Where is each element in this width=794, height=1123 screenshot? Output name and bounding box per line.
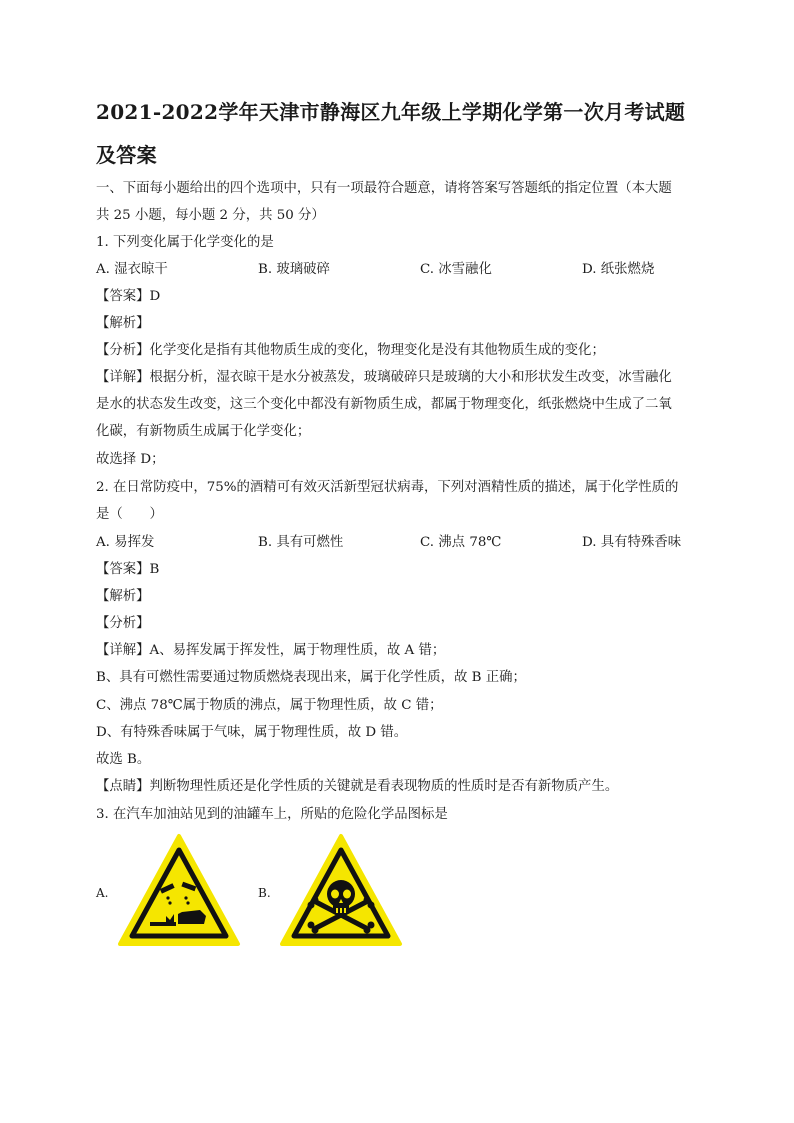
q2-answer: 【答案】B	[96, 562, 160, 577]
q1-option-b: B. 玻璃破碎	[258, 262, 330, 277]
q3-option-a-label: A.	[96, 886, 109, 900]
q2-analysis-tag: 【解析】	[96, 589, 150, 604]
q2-fenxi: 【分析】	[96, 616, 150, 631]
q1-analysis-tag: 【解析】	[96, 316, 150, 331]
q1-stem: 1. 下列变化属于化学变化的是	[96, 235, 274, 250]
q2-option-b: B. 具有可燃性	[258, 535, 344, 550]
section-intro-line2: 共 25 小题，每小题 2 分，共 50 分）	[96, 208, 325, 223]
corrosive-hazard-icon	[116, 832, 242, 948]
q1-option-c: C. 冰雪融化	[420, 262, 492, 277]
q2-stem-line2: 是（ ）	[96, 507, 163, 522]
q1-detail-line3: 化碳，有新物质生成属于化学变化；	[96, 424, 311, 439]
q1-option-d: D. 纸张燃烧	[582, 262, 655, 277]
q2-dianjing: 【点睛】判断物理性质还是化学性质的关键就是看表现物质的性质时是否有新物质产生。	[96, 779, 619, 794]
q2-stem-line1: 2. 在日常防疫中，75%的酒精可有效灭活新型冠状病毒，下列对酒精性质的描述，属于化学性质的	[96, 480, 679, 495]
q2-detail-c: C、沸点 78℃属于物质的沸点，属于物理性质，故 C 错；	[96, 698, 443, 713]
q1-answer: 【答案】D	[96, 289, 161, 304]
q3-option-b-label: B.	[258, 886, 271, 900]
q2-detail-b: B、具有可燃性需要通过物质燃烧表现出来，属于化学性质，故 B 正确；	[96, 670, 526, 685]
q1-conclusion: 故选择 D；	[96, 452, 165, 467]
q2-detail-d: D、有特殊香味属于气味，属于物理性质，故 D 错。	[96, 725, 408, 740]
q3-stem: 3. 在汽车加油站见到的油罐车上，所贴的危险化学品图标是	[96, 807, 448, 822]
q2-option-a: A. 易挥发	[96, 535, 155, 550]
toxic-hazard-icon	[278, 832, 404, 948]
q1-option-a: A. 湿衣晾干	[96, 262, 168, 277]
q2-option-c: C. 沸点 78℃	[420, 535, 502, 550]
doc-title-line1: 2021-2022学年天津市静海区九年级上学期化学第一次月考试题	[96, 100, 686, 124]
q1-detail-line2: 是水的状态发生改变，这三个变化中都没有新物质生成，都属于物理变化，纸张燃烧中生成了二氧	[96, 397, 672, 412]
q2-conclusion: 故选 B。	[96, 752, 151, 767]
q2-option-d: D. 具有特殊香味	[582, 535, 682, 550]
q1-detail-line1: 【详解】根据分析，湿衣晾干是水分被蒸发，玻璃破碎只是玻璃的大小和形状发生改变，冰雪融化	[96, 370, 672, 385]
doc-title-line2: 及答案	[96, 143, 157, 167]
q1-fenxi: 【分析】化学变化是指有其他物质生成的变化，物理变化是没有其他物质生成的变化；	[96, 343, 605, 358]
section-intro-line1: 一、下面每小题给出的四个选项中，只有一项最符合题意，请将答案写答题纸的指定位置（本大题	[96, 181, 672, 196]
q2-detail-a: 【详解】A、易挥发属于挥发性，属于物理性质，故 A 错；	[96, 643, 446, 658]
